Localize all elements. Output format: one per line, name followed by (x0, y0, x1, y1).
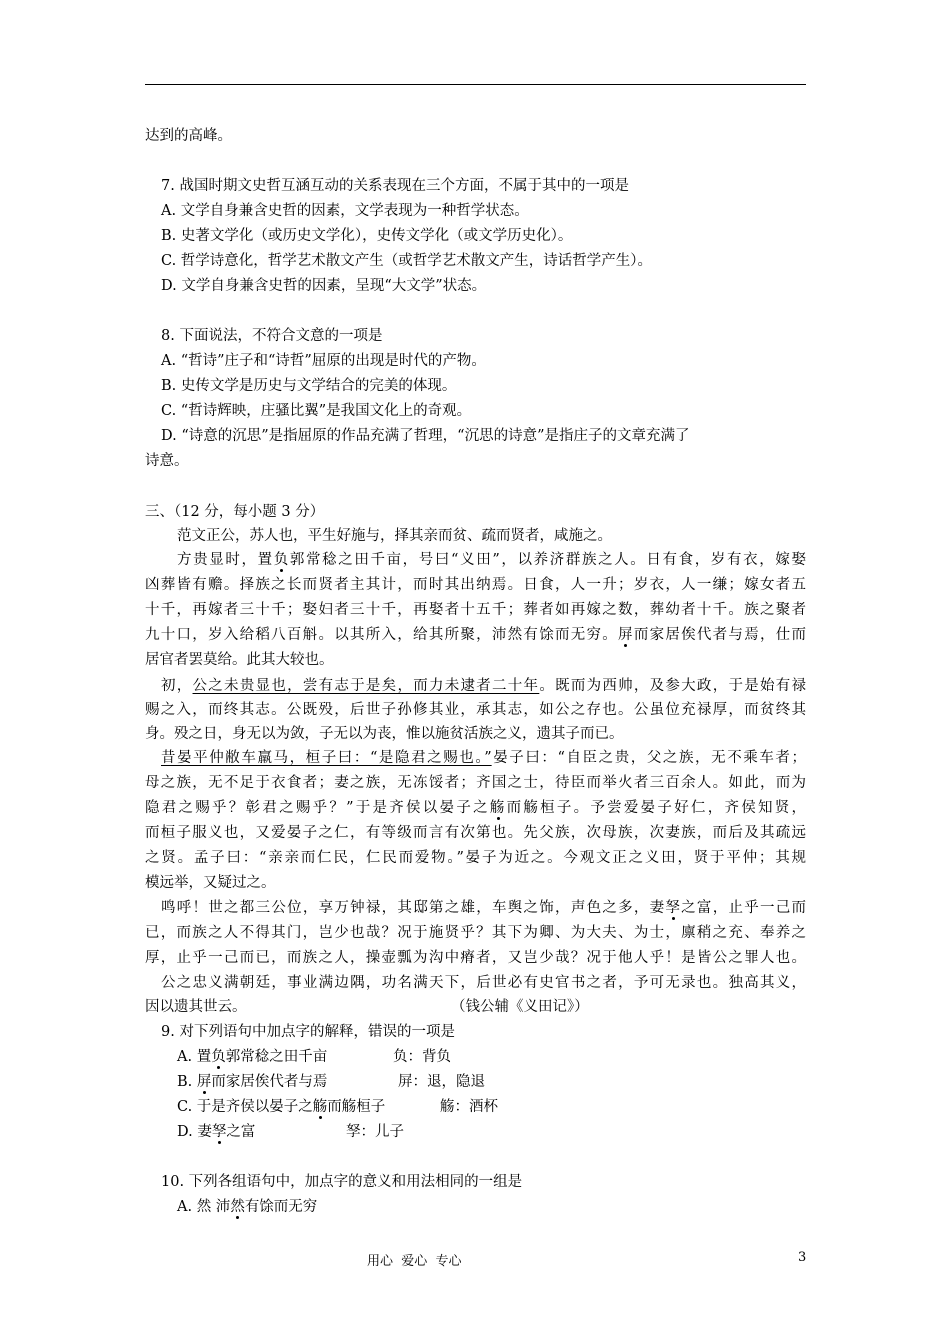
q7-option-b: B. 史著文学化（或历史文学化），史传文学化（或文学历史化）。 (161, 228, 573, 244)
passage-p5-line2: 已，而族之人不得其门，岂少也哉？况于施贤乎？其下为卿、为大夫、为士，廪稍之充、奉养之 (145, 925, 806, 941)
passage-p4-line2: 母之族，无不足于衣食者；妻之族，无冻馁者；齐国之士，待臣而举火者三百余人。如此，而为 (145, 775, 806, 791)
q8-option-b: B. 史传文学是历史与文学结合的完美的体现。 (161, 378, 457, 394)
dotted-char: 负 (273, 552, 290, 568)
dotted-char: 孥 (211, 1124, 227, 1140)
passage-p3-line2: 赐之入，而终其志。公既殁，后世子孙修其业，承其志，如公之存也。公虽位充禄厚，而贫终其 (145, 702, 806, 718)
passage-p2-line5: 居官者罢莫给。此其大较也。 (145, 652, 334, 668)
page-number: 3 (798, 1250, 807, 1265)
dotted-char: 觞 (489, 800, 507, 816)
dotted-char: 屏 (618, 627, 634, 643)
passage-p5-line1: 鸣呼！世之都三公位，享万钟禄，其邸第之雄，车舆之饰，声色之多，妻孥之富，止乎一己而 (161, 900, 807, 916)
passage-p2-line3: 十千，再嫁者三十千；娶妇者三十千，再娶者十五千；葬者如再嫁之数，葬幼者十千。族之聚者 (145, 602, 806, 618)
dotted-char: 觞 (312, 1099, 328, 1115)
dotted-char: 孥 (665, 900, 682, 916)
underlined-sentence: 公之未贵显也，尝有志于是矣，而力未逮者二十年 (192, 678, 540, 694)
passage-p4-line3: 隐君之赐乎？彰君之赐乎？”于是齐侯以晏子之觞而觞桓子。予尝爱晏子好仁，齐侯知贤， (145, 800, 807, 816)
footer-center-text: 用心 爱心 专心 (367, 1254, 462, 1269)
passage-p4-line5: 之贤。孟子曰：“亲亲而仁民，仁民而爱物。”晏子为近之。今观文正之义田，贤于平仲；其规 (145, 850, 806, 866)
underlined-sentence: 昔晏平仲敝车羸马，桓子曰：“是隐君之赐也。” (161, 750, 492, 766)
dotted-char: 屏 (196, 1074, 212, 1090)
dotted-char: 负 (211, 1049, 226, 1065)
q8-stem: 8. 下面说法，不符合文意的一项是 (161, 328, 383, 344)
header-rule (145, 84, 806, 85)
passage-p6-line1: 公之忠义满朝廷，事业满边隅，功名满天下，后世必有史官书之者，予可无录也。独高其义， (161, 975, 806, 991)
q9-option-d-gloss: 孥：儿子 (346, 1124, 404, 1140)
passage-p2-line2: 凶葬皆有赡。择族之长而贤者主其计，而时其出纳焉。日食，人一升；岁衣，人一缣；嫁女者五 (145, 577, 806, 593)
passage-p2-line4: 九十口，岁入给稻八百斛。以其所入，给其所聚，沛然有馀而无穷。屏而家居俟代者与焉，仕而 (145, 627, 807, 643)
passage-p1: 范文正公，苏人也，平生好施与，择其亲而贫、疏而贤者，咸施之。 (177, 528, 612, 544)
q7-option-a: A. 文学自身兼含史哲的因素，文学表现为一种哲学状态。 (161, 203, 529, 219)
q9-option-b: B. 屏而家居俟代者与焉 (177, 1074, 328, 1090)
passage-p2-line1: 方贵显时，置负郭常稔之田千亩，号曰“义田”，以养济群族之人。日有食，岁有衣，嫁娶 (177, 552, 806, 568)
passage-p4-line4: 而桓子服义也，又爱晏子之仁，有等级而言有次第也。先父族，次母族，次妻族，而后及其疏远 (145, 825, 806, 841)
q9-option-c: C. 于是齐侯以晏子之觞而觞桓子 (177, 1099, 386, 1115)
passage-p3-line3: 身。殁之日，身无以为敛，子无以为丧，惟以施贫活族之义，遗其子而已。 (145, 726, 624, 742)
passage-p4-line1: 昔晏平仲敝车羸马，桓子曰：“是隐君之赐也。”晏子曰：“自臣之贵，父之族，无不乘车者； (161, 750, 806, 766)
passage-p3-line1: 初，公之未贵显也，尝有志于是矣，而力未逮者二十年。既而为西帅，及参大政，于是始有禄 (161, 678, 807, 694)
q9-option-a: A. 置负郭常稔之田千亩 (177, 1049, 328, 1065)
q10-stem: 10. 下列各组语句中，加点字的意义和用法相同的一组是 (161, 1174, 523, 1190)
q9-option-d: D. 妻孥之富 (177, 1124, 256, 1140)
q8-option-d-cont: 诗意。 (145, 453, 189, 469)
q9-option-a-gloss: 负：背负 (393, 1049, 451, 1065)
q8-option-d: D. “诗意的沉思”是指屈原的作品充满了哲理，“沉思的诗意”是指庄子的文章充满了 (161, 428, 690, 444)
q10-option-a: A. 然 沛然有馀而无穷 (177, 1199, 318, 1215)
passage-p5-line3: 厚，止乎一己而已，而族之人，操壶瓢为沟中瘠者，又岂少哉？况于他人乎！是皆公之罪人也。 (145, 950, 806, 966)
q7-option-c: C. 哲学诗意化，哲学艺术散文产生（或哲学艺术散文产生，诗话哲学产生）。 (161, 253, 653, 269)
q8-option-a: A. “哲诗”庄子和“诗哲”屈原的出现是时代的产物。 (161, 353, 486, 369)
q9-stem: 9. 对下列语句中加点字的解释，错误的一项是 (161, 1024, 455, 1040)
passage-p4-line6: 模远举，又疑过之。 (145, 875, 276, 891)
passage-p6-line2: 因以遗其世云。 (145, 999, 247, 1015)
section3-heading: 三、（12 分，每小题 3 分） (145, 504, 325, 520)
dotted-char: 然 (230, 1199, 245, 1215)
q7-stem: 7. 战国时期文史哲互涵互动的关系表现在三个方面，不属于其中的一项是 (161, 178, 629, 194)
passage-source: （钱公辅《义田记》） (451, 999, 589, 1015)
q9-option-c-gloss: 觞：酒杯 (440, 1099, 498, 1115)
q8-option-c: C. “哲诗辉映，庄骚比翼”是我国文化上的奇观。 (161, 403, 472, 419)
q7-option-d: D. 文学自身兼含史哲的因素，呈现“大文学”状态。 (161, 278, 487, 294)
q9-option-b-gloss: 屏：退，隐退 (398, 1074, 485, 1090)
q6-tail-text: 达到的高峰。 (145, 128, 232, 144)
